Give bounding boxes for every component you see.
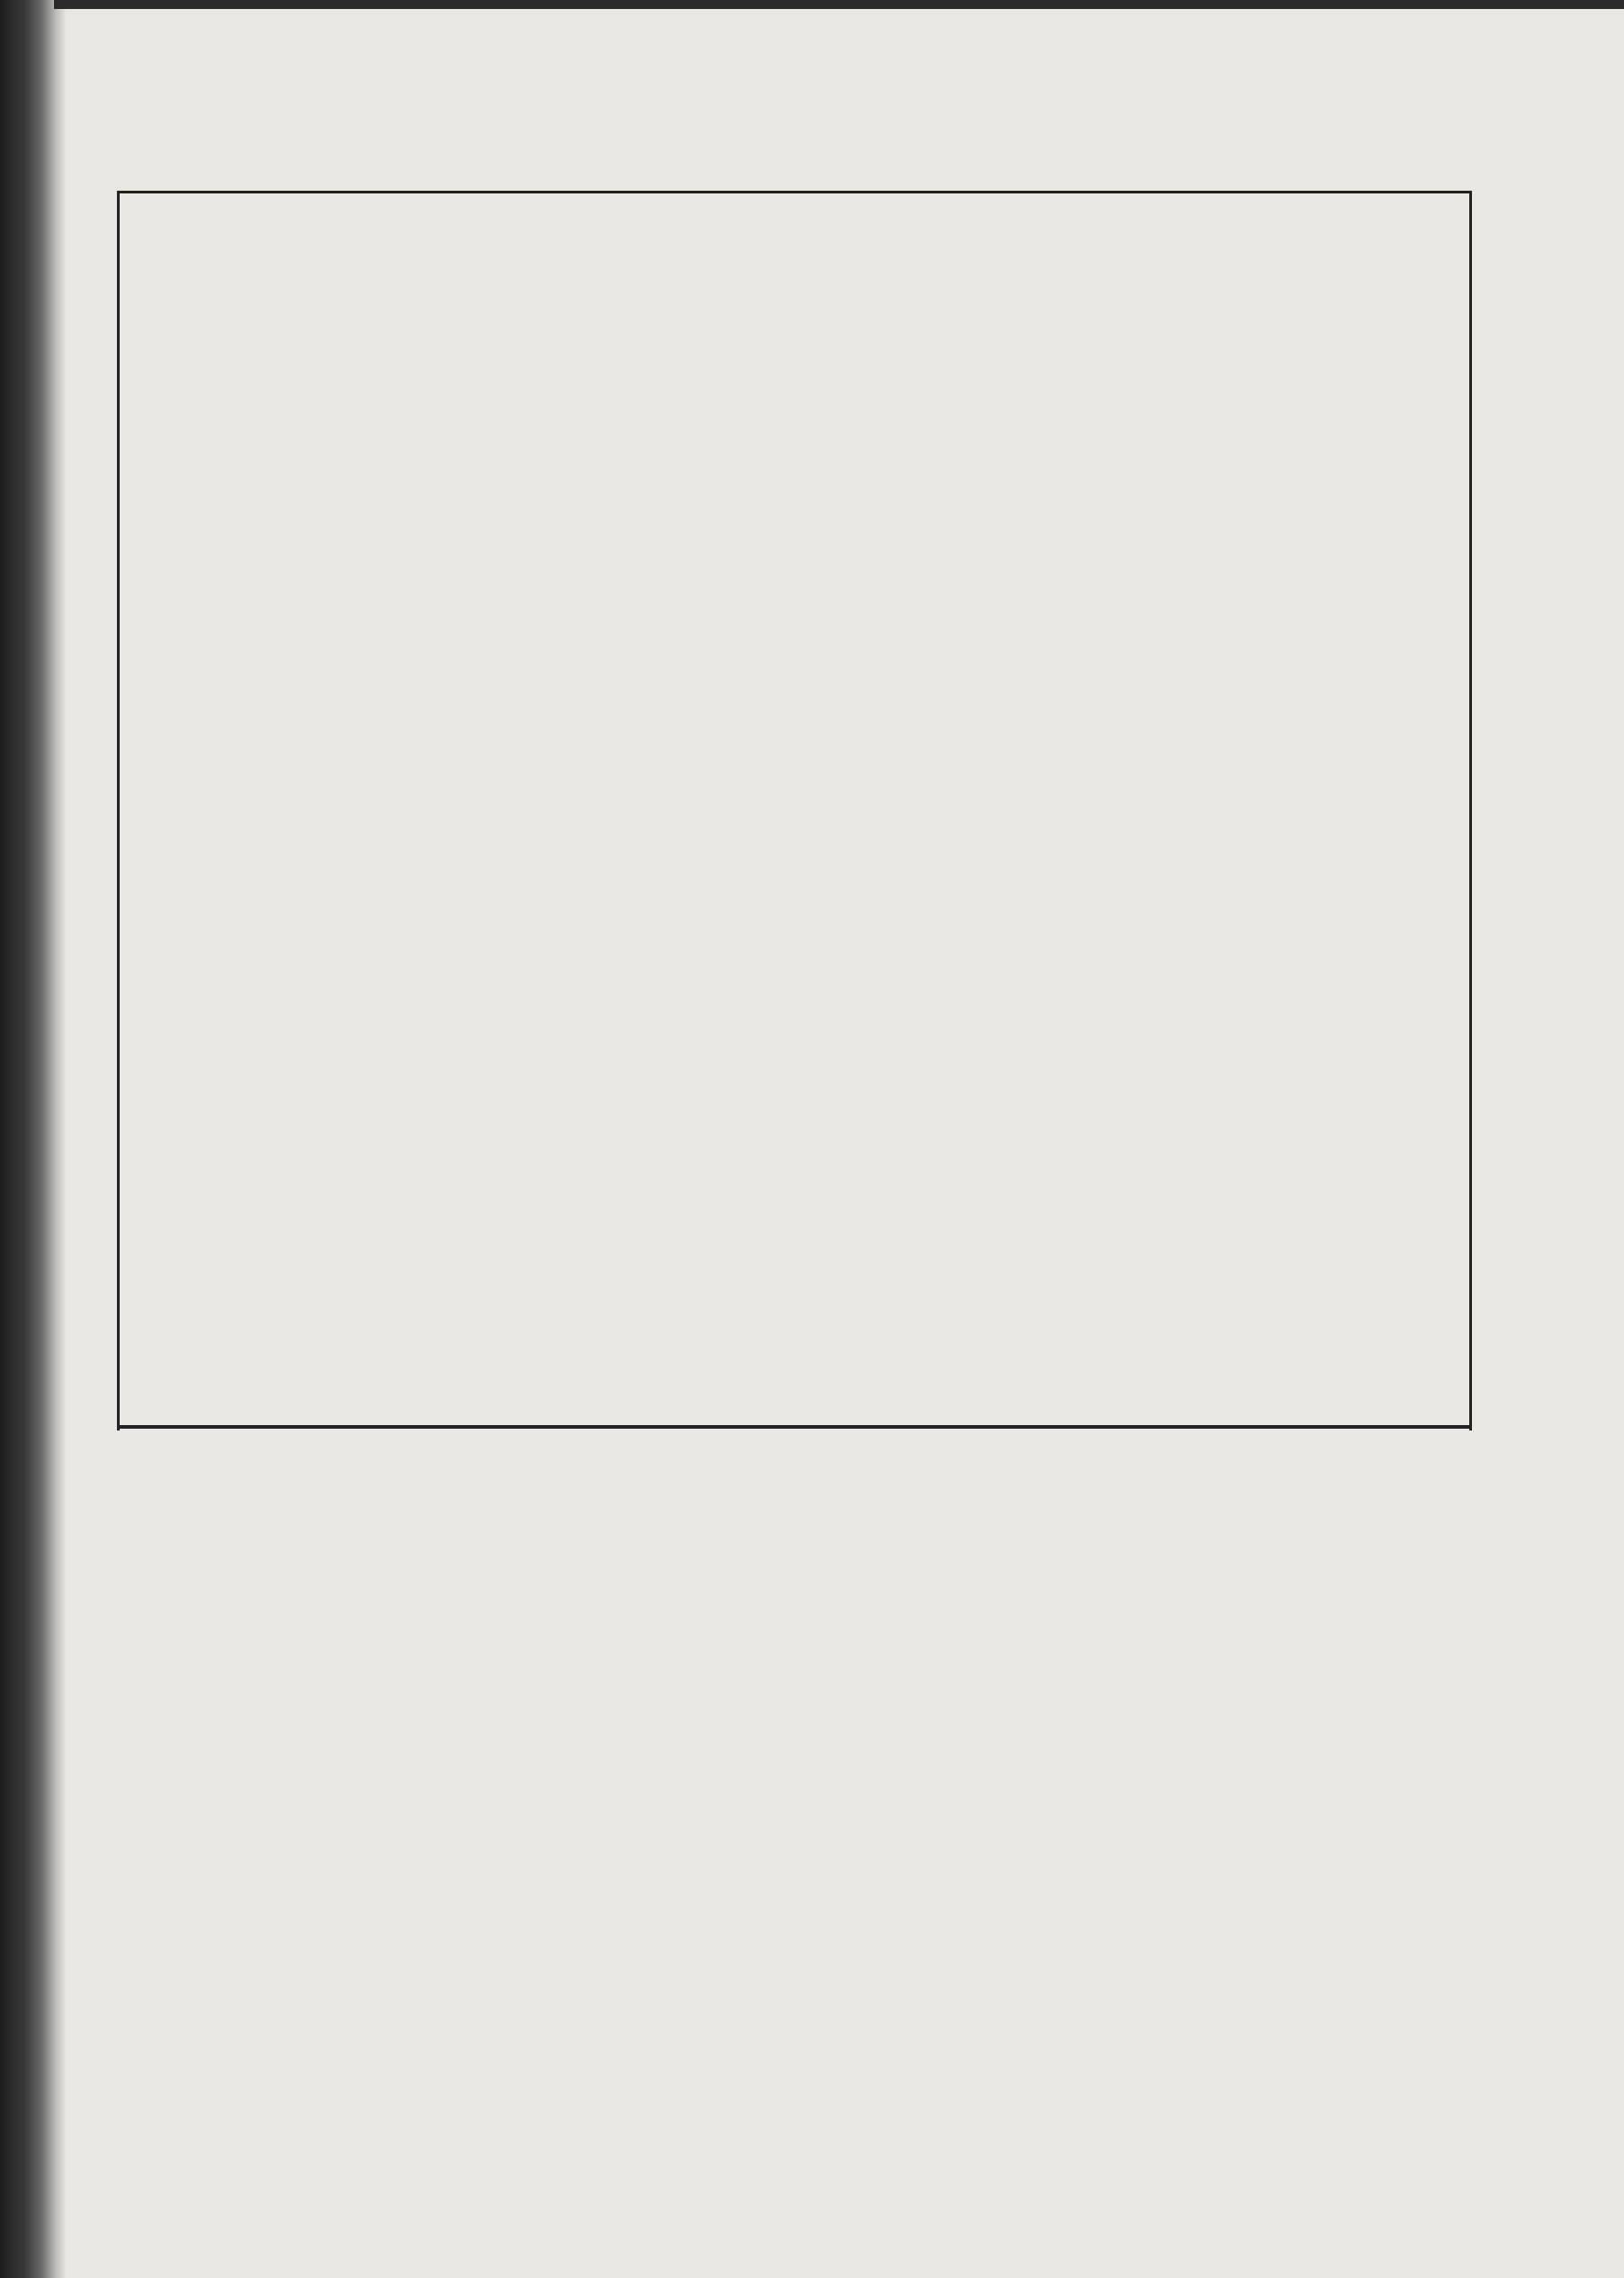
header-schweine	[1406, 319, 1469, 399]
header-im-ganzen	[554, 283, 626, 399]
header-weingaerten	[892, 319, 938, 399]
page-top-edge	[54, 0, 1624, 9]
header-fabriken	[1159, 283, 1207, 399]
header-wald	[1010, 319, 1114, 399]
table-bottom-rule	[117, 1425, 1471, 1429]
header-aecker	[704, 319, 767, 399]
header-hutweiden	[938, 319, 1010, 399]
header-rinder	[1270, 319, 1339, 399]
header-steuerpflichtige	[626, 283, 704, 399]
header-schafe	[1339, 319, 1406, 399]
header-grossgrund	[1114, 283, 1159, 399]
header-correspondence-number	[120, 193, 172, 399]
statistics-table	[117, 191, 1472, 1430]
header-wiesen	[767, 319, 829, 399]
header-gaerten	[829, 319, 892, 399]
book-binding-edge	[0, 0, 67, 2278]
header-pferde	[1207, 319, 1270, 399]
